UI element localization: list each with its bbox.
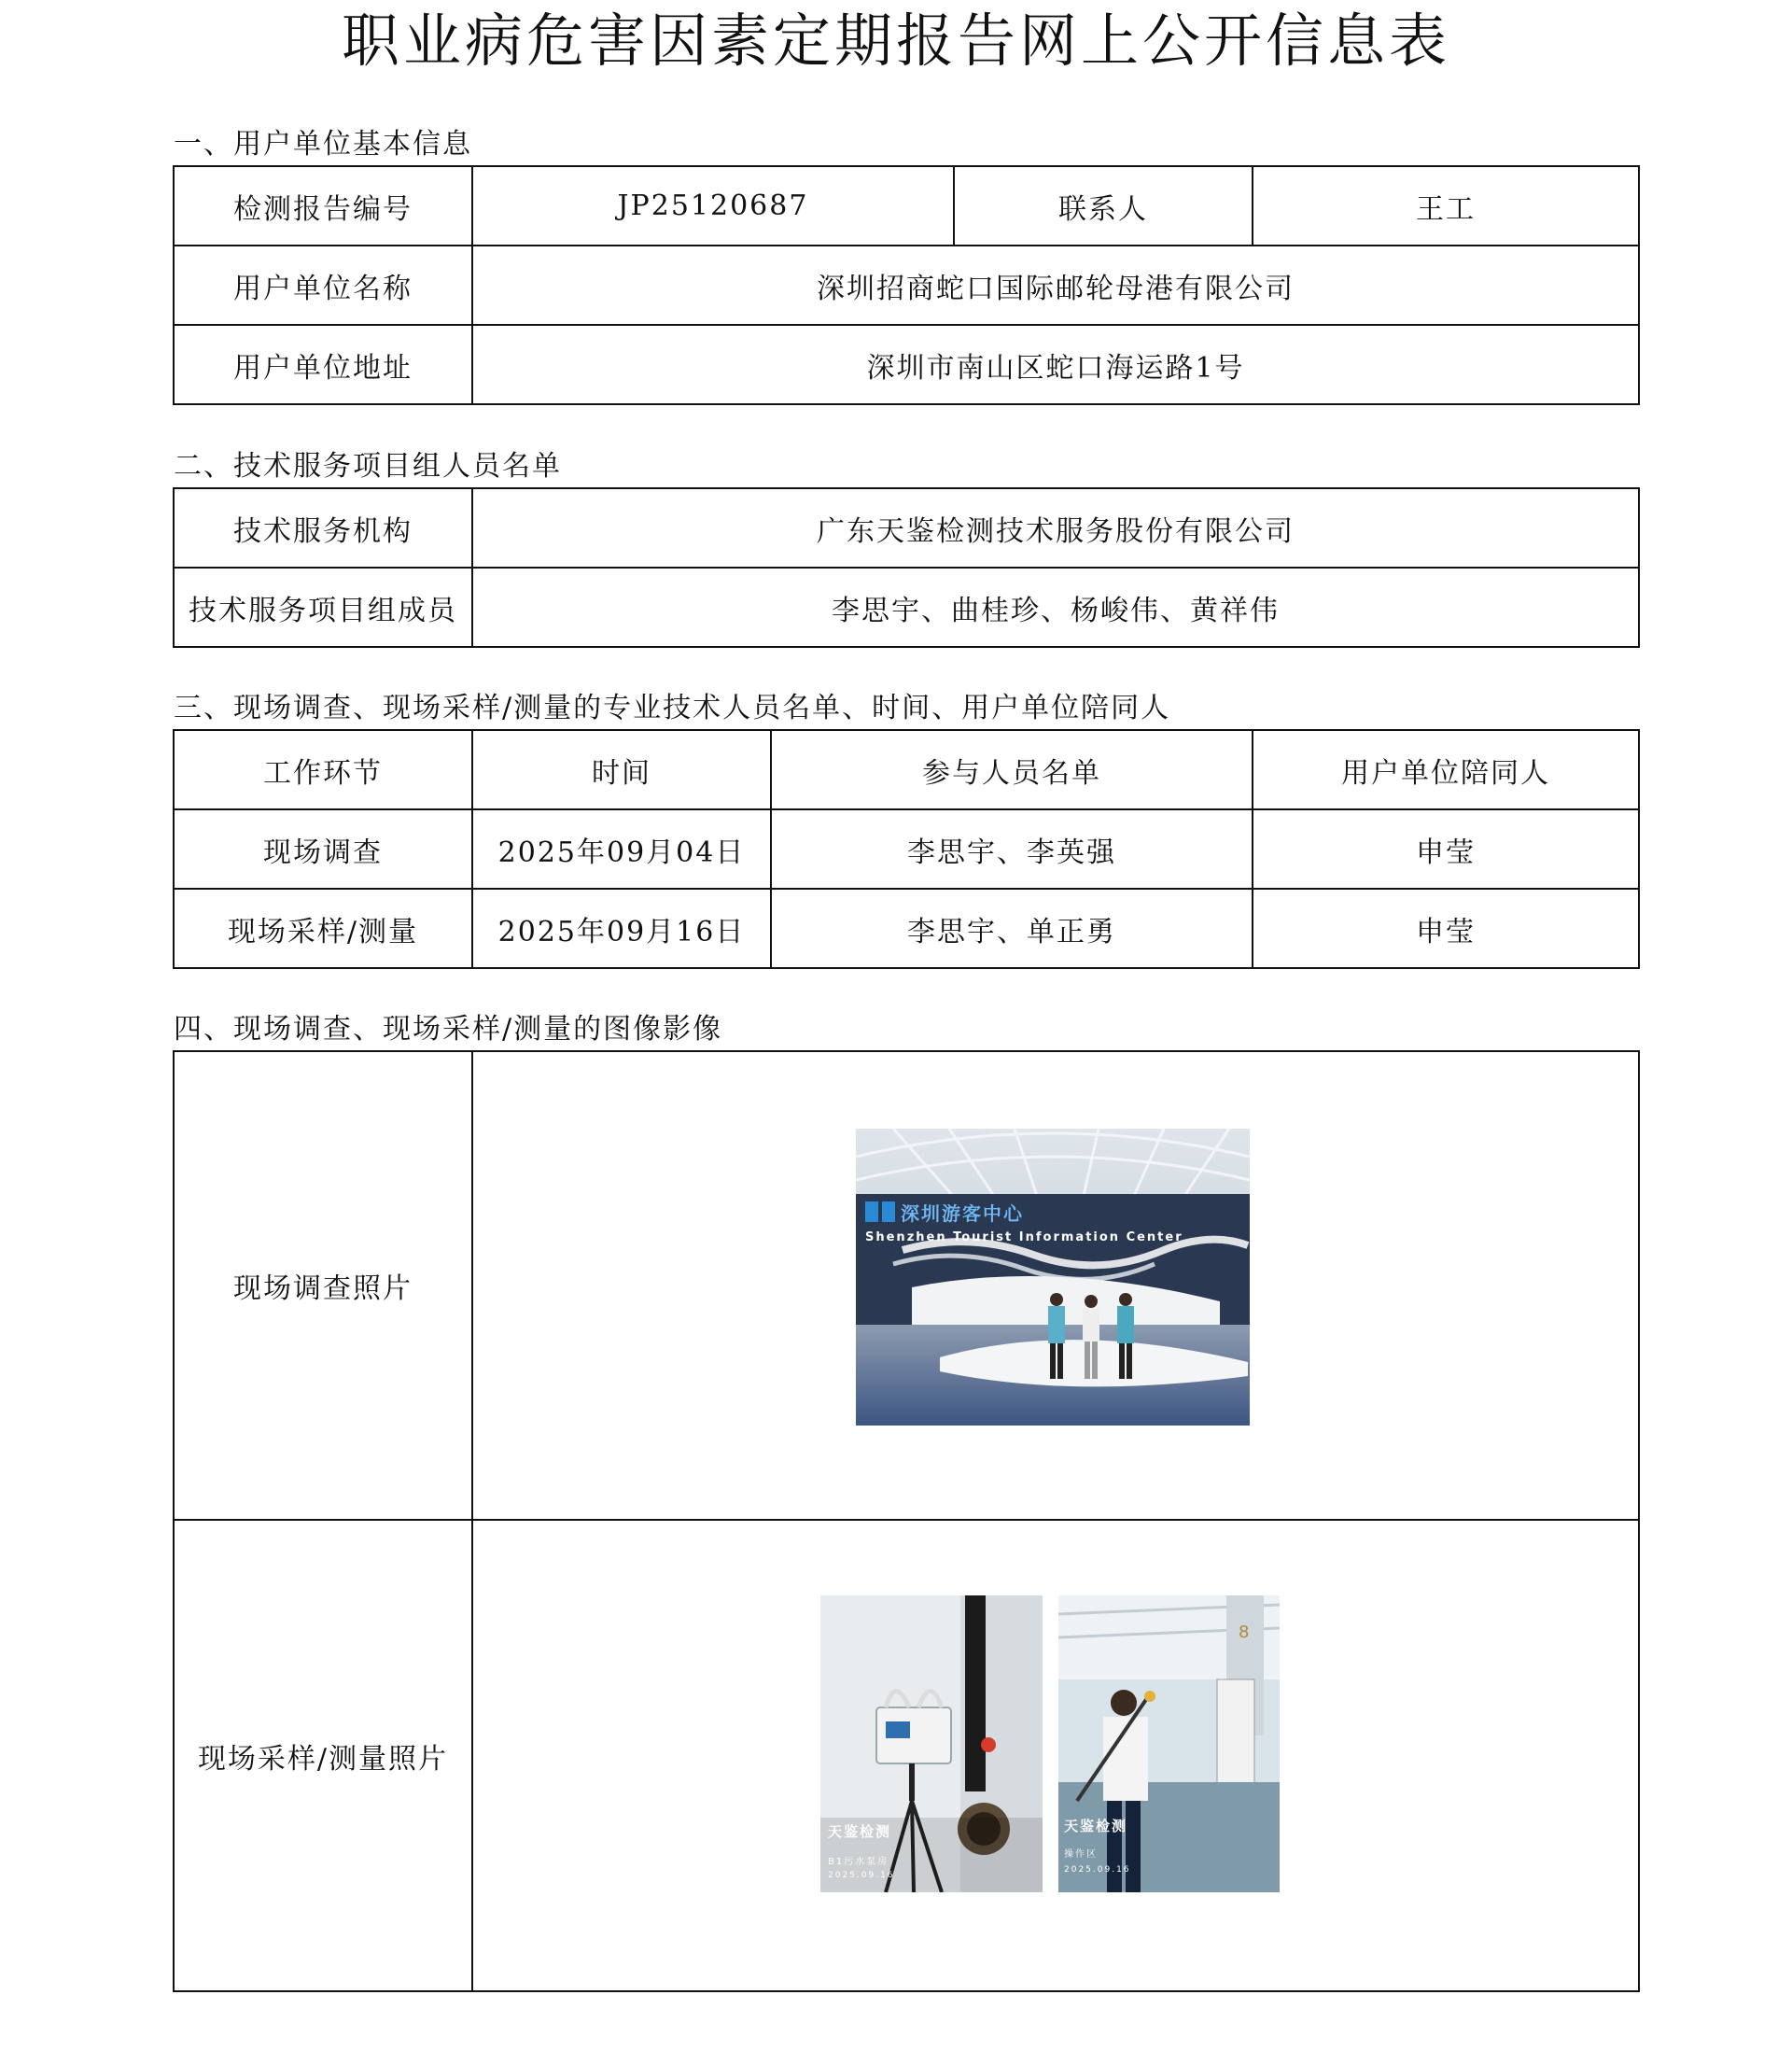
table-row — [174, 488, 1639, 568]
sampling-photo-cell — [472, 1520, 1639, 1991]
sampling-photo-2 — [1058, 1595, 1280, 1892]
section-1-heading: 一、用户单位基本信息 — [174, 128, 472, 161]
column-header: 用户单位陪同人 — [1253, 730, 1639, 809]
sampling-photo-label: 现场采样/测量照片 — [174, 1520, 472, 1991]
column-header: 时间 — [472, 730, 771, 809]
sign-cn-text: 深圳游客中心 — [901, 1202, 1024, 1225]
table-row — [174, 166, 1639, 246]
table-row — [174, 325, 1639, 404]
survey-photo-cell — [472, 1051, 1639, 1520]
page-title: 职业病危害因素定期报告网上公开信息表 — [341, 7, 1450, 75]
watermark-brand: 天鉴检测 — [828, 1823, 892, 1840]
report-no-label: 检测报告编号 — [174, 166, 472, 246]
service-team-table — [173, 487, 1640, 648]
watermark-date: 2025.09.16 — [828, 1871, 895, 1880]
table-row — [174, 1051, 1639, 1520]
escort-cell: 申莹 — [1253, 889, 1639, 968]
team-members-value: 李思宇、曲桂珍、杨峻伟、黄祥伟 — [472, 568, 1639, 647]
service-org-value: 广东天鉴检测技术服务股份有限公司 — [472, 488, 1639, 568]
unit-address-value: 深圳市南山区蛇口海运路1号 — [472, 325, 1639, 404]
stage-cell: 现场采样/测量 — [174, 889, 472, 968]
table-row — [174, 889, 1639, 968]
team-members-label: 技术服务项目组成员 — [174, 568, 472, 647]
contact-label: 联系人 — [954, 166, 1253, 246]
escort-cell: 申莹 — [1253, 809, 1639, 889]
table-row — [174, 809, 1639, 889]
unit-name-value: 深圳招商蛇口国际邮轮母港有限公司 — [472, 246, 1639, 325]
unit-info-table — [173, 165, 1640, 405]
sampling-photo-2-image — [1058, 1595, 1280, 1892]
section-2-heading: 二、技术服务项目组人员名单 — [174, 450, 562, 483]
sign-en-text: Shenzhen Tourist Information Center — [865, 1230, 1183, 1244]
table-header-row — [174, 730, 1639, 809]
table-row — [174, 1520, 1639, 1991]
survey-photo — [856, 1129, 1250, 1426]
report-no-value: JP25120687 — [472, 166, 954, 246]
svg-text:8: 8 — [1239, 1623, 1252, 1642]
unit-name-label: 用户单位名称 — [174, 246, 472, 325]
section-4-heading: 四、现场调查、现场采样/测量的图像影像 — [174, 1013, 723, 1046]
contact-value: 王工 — [1253, 166, 1639, 246]
survey-photo-label: 现场调查照片 — [174, 1051, 472, 1520]
sampling-photo-1-image — [820, 1595, 1043, 1892]
sampling-photo-1 — [820, 1595, 1043, 1892]
service-org-label: 技术服务机构 — [174, 488, 472, 568]
people-cell: 李思宇、单正勇 — [771, 889, 1253, 968]
stage-cell: 现场调查 — [174, 809, 472, 889]
time-cell: 2025年09月04日 — [472, 809, 771, 889]
table-row — [174, 246, 1639, 325]
people-cell: 李思宇、李英强 — [771, 809, 1253, 889]
watermark-place: B1污水泵房 — [828, 1857, 889, 1867]
watermark-brand: 天鉴检测 — [1064, 1818, 1128, 1834]
survey-photo-image — [856, 1129, 1250, 1426]
column-header: 工作环节 — [174, 730, 472, 809]
time-cell: 2025年09月16日 — [472, 889, 771, 968]
fieldwork-table — [173, 729, 1640, 969]
table-row — [174, 568, 1639, 647]
watermark-date: 2025.09.16 — [1064, 1865, 1131, 1875]
section-3-heading: 三、现场调查、现场采样/测量的专业技术人员名单、时间、用户单位陪同人 — [174, 692, 1171, 724]
watermark-place: 操作区 — [1064, 1849, 1098, 1860]
unit-address-label: 用户单位地址 — [174, 325, 472, 404]
photo-table — [173, 1050, 1640, 1992]
column-header: 参与人员名单 — [771, 730, 1253, 809]
